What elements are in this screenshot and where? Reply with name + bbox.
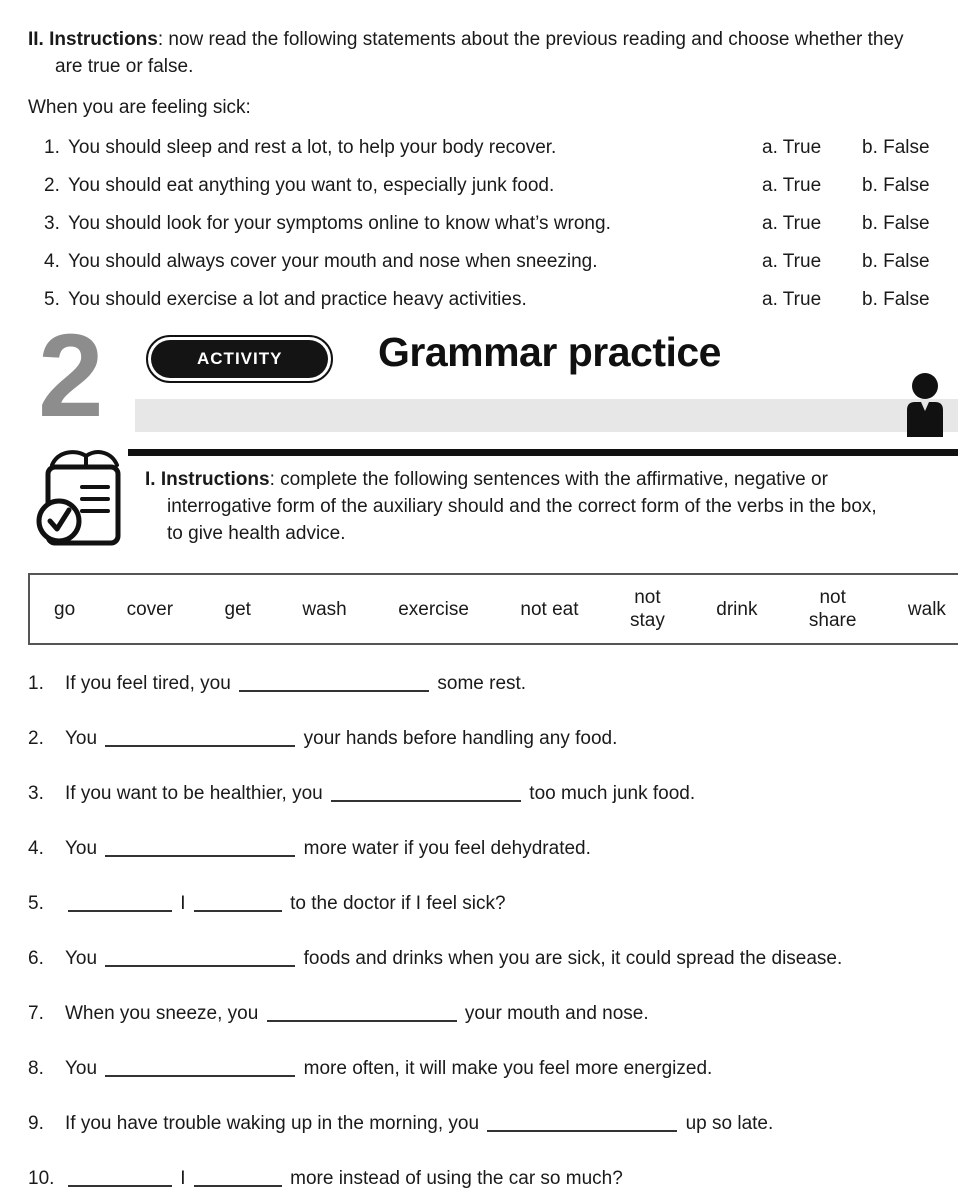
sentence-number: 1.	[28, 673, 44, 694]
sentence-post-text: too much junk food.	[529, 783, 696, 804]
statement-number: 2.	[44, 175, 60, 196]
statement-row	[28, 281, 942, 319]
sentence-number: 10.	[28, 1168, 55, 1189]
activity-number: 2	[38, 310, 104, 442]
sentence-pre-text: You	[65, 1058, 98, 1079]
activity-badge-label: ACTIVITY	[151, 340, 328, 378]
notebook-check-icon	[28, 447, 128, 553]
word-box-item: drink	[716, 598, 758, 620]
statement-text: You should sleep and rest a lot, to help your body recover.	[68, 137, 557, 158]
section2-label: II. Instructions	[28, 29, 158, 50]
section1-instructions-line1	[145, 469, 828, 490]
sentence-row	[28, 783, 958, 805]
sentence-pre-text: If you have trouble waking up in the morning, you	[65, 1113, 480, 1134]
sentence-row	[28, 948, 958, 970]
sentence-row	[28, 673, 958, 695]
statement-text: You should exercise a lot and practice heavy activities.	[68, 289, 527, 310]
sentence-number: 8.	[28, 1058, 44, 1079]
activity-header	[0, 310, 958, 442]
sentence-number: 6.	[28, 948, 44, 969]
word-box-item: get	[224, 598, 251, 620]
section2-instructions-line1	[28, 29, 904, 50]
truefalse-intro: When you are feeling sick:	[28, 97, 251, 118]
grammar-instructions-block	[0, 449, 958, 547]
section1-instructions-line3: to give health advice.	[167, 523, 346, 544]
sentence-row	[28, 1003, 958, 1025]
statement-text: You should always cover your mouth and nose when sneezing.	[68, 251, 598, 272]
true-option[interactable]: a. True	[762, 175, 822, 196]
statement-number: 4.	[44, 251, 60, 272]
sentence-pre-text: When you sneeze, you	[65, 1003, 259, 1024]
word-box-item	[809, 586, 857, 632]
activity-badge	[146, 335, 333, 383]
false-option[interactable]: b. False	[862, 213, 930, 234]
true-option[interactable]: a. True	[762, 251, 822, 272]
section2-instructions	[28, 26, 958, 80]
section1-instructions	[145, 466, 958, 547]
answer-blank[interactable]	[68, 1171, 172, 1187]
statement-row	[28, 167, 942, 205]
answer-blank[interactable]	[105, 841, 295, 857]
sentence-pre-text: You	[65, 728, 98, 749]
activity-title: Grammar practice	[378, 329, 721, 375]
sentence-row	[28, 1168, 958, 1190]
word-box-item-line2: share	[808, 610, 857, 631]
fill-in-sentences	[28, 673, 958, 1190]
section2-instructions-text: : now read the following statements about the previous reading and choose whether they	[157, 29, 904, 50]
answer-blank[interactable]	[105, 1061, 295, 1077]
false-option[interactable]: b. False	[862, 251, 930, 272]
false-option[interactable]: b. False	[862, 137, 930, 158]
answer-blank[interactable]	[105, 951, 295, 967]
word-box-item-line1: not	[634, 587, 661, 608]
sentence-number: 2.	[28, 728, 44, 749]
statement-row	[28, 205, 942, 243]
answer-blank[interactable]	[105, 731, 295, 747]
answer-blank[interactable]	[331, 786, 521, 802]
sentence-post-text: some rest.	[437, 673, 527, 694]
truefalse-statements	[28, 129, 958, 319]
sentence-post-text: to the doctor if I feel sick?	[290, 893, 506, 914]
sentence-row	[28, 1058, 958, 1080]
sentence-post-text: your hands before handling any food.	[303, 728, 618, 749]
statement-row	[28, 243, 942, 281]
false-option[interactable]: b. False	[862, 175, 930, 196]
sentence-post-text: up so late.	[685, 1113, 774, 1134]
answer-blank[interactable]	[194, 1171, 282, 1187]
statement-text: You should eat anything you want to, especially junk food.	[68, 175, 555, 196]
sentence-mid-text: I	[180, 893, 186, 914]
word-box-item-line2: stay	[629, 610, 665, 631]
word-box-item: cover	[126, 598, 174, 620]
person-icon	[902, 373, 948, 437]
sentence-row	[28, 893, 958, 915]
word-box-item: exercise	[398, 598, 469, 620]
answer-blank[interactable]	[68, 896, 172, 912]
answer-blank[interactable]	[267, 1006, 457, 1022]
statement-row	[28, 129, 942, 167]
sentence-number: 3.	[28, 783, 44, 804]
sentence-post-text: more water if you feel dehydrated.	[303, 838, 591, 859]
word-box-item	[630, 586, 665, 632]
sentence-row	[28, 1113, 958, 1135]
sentence-post-text: your mouth and nose.	[464, 1003, 649, 1024]
true-option[interactable]: a. True	[762, 289, 822, 310]
sentence-post-text: more instead of using the car so much?	[290, 1168, 623, 1189]
word-box-item: not eat	[520, 598, 579, 620]
false-option[interactable]: b. False	[862, 289, 930, 310]
verb-word-box	[28, 573, 958, 645]
statement-number: 1.	[44, 137, 60, 158]
section1-instructions-text: : complete the following sentences with the affirmative, negative or	[269, 469, 828, 490]
answer-blank[interactable]	[194, 896, 282, 912]
word-box-item: walk	[907, 598, 946, 620]
word-box-item-line1: not	[819, 587, 846, 608]
true-option[interactable]: a. True	[762, 213, 822, 234]
sentence-pre-text: If you want to be healthier, you	[65, 783, 323, 804]
sentence-number: 4.	[28, 838, 44, 859]
statement-number: 5.	[44, 289, 60, 310]
section1-label: I. Instructions	[145, 469, 270, 490]
sentence-post-text: foods and drinks when you are sick, it could spread the disease.	[303, 948, 843, 969]
sentence-pre-text: You	[65, 948, 98, 969]
answer-blank[interactable]	[239, 676, 429, 692]
word-box-item: go	[54, 598, 76, 620]
sentence-row	[28, 838, 958, 860]
sentence-number: 7.	[28, 1003, 44, 1024]
sentence-number: 9.	[28, 1113, 44, 1134]
section2-instructions-line2: are true or false.	[55, 56, 194, 77]
header-gray-bar	[135, 399, 958, 432]
sentence-mid-text: I	[180, 1168, 186, 1189]
sentence-post-text: more often, it will make you feel more energized.	[303, 1058, 713, 1079]
statement-text: You should look for your symptoms online to know what’s wrong.	[68, 213, 611, 234]
sentence-row	[28, 728, 958, 750]
sentence-number: 5.	[28, 893, 44, 914]
statement-number: 3.	[44, 213, 60, 234]
word-box-item: wash	[302, 598, 347, 620]
sentence-pre-text: You	[65, 838, 98, 859]
sentence-pre-text: If you feel tired, you	[65, 673, 231, 694]
divider-bar	[128, 449, 958, 456]
true-option[interactable]: a. True	[762, 137, 822, 158]
answer-blank[interactable]	[487, 1116, 677, 1132]
section1-instructions-line2: interrogative form of the auxiliary should and the correct form of the verbs in the box,	[167, 496, 877, 517]
